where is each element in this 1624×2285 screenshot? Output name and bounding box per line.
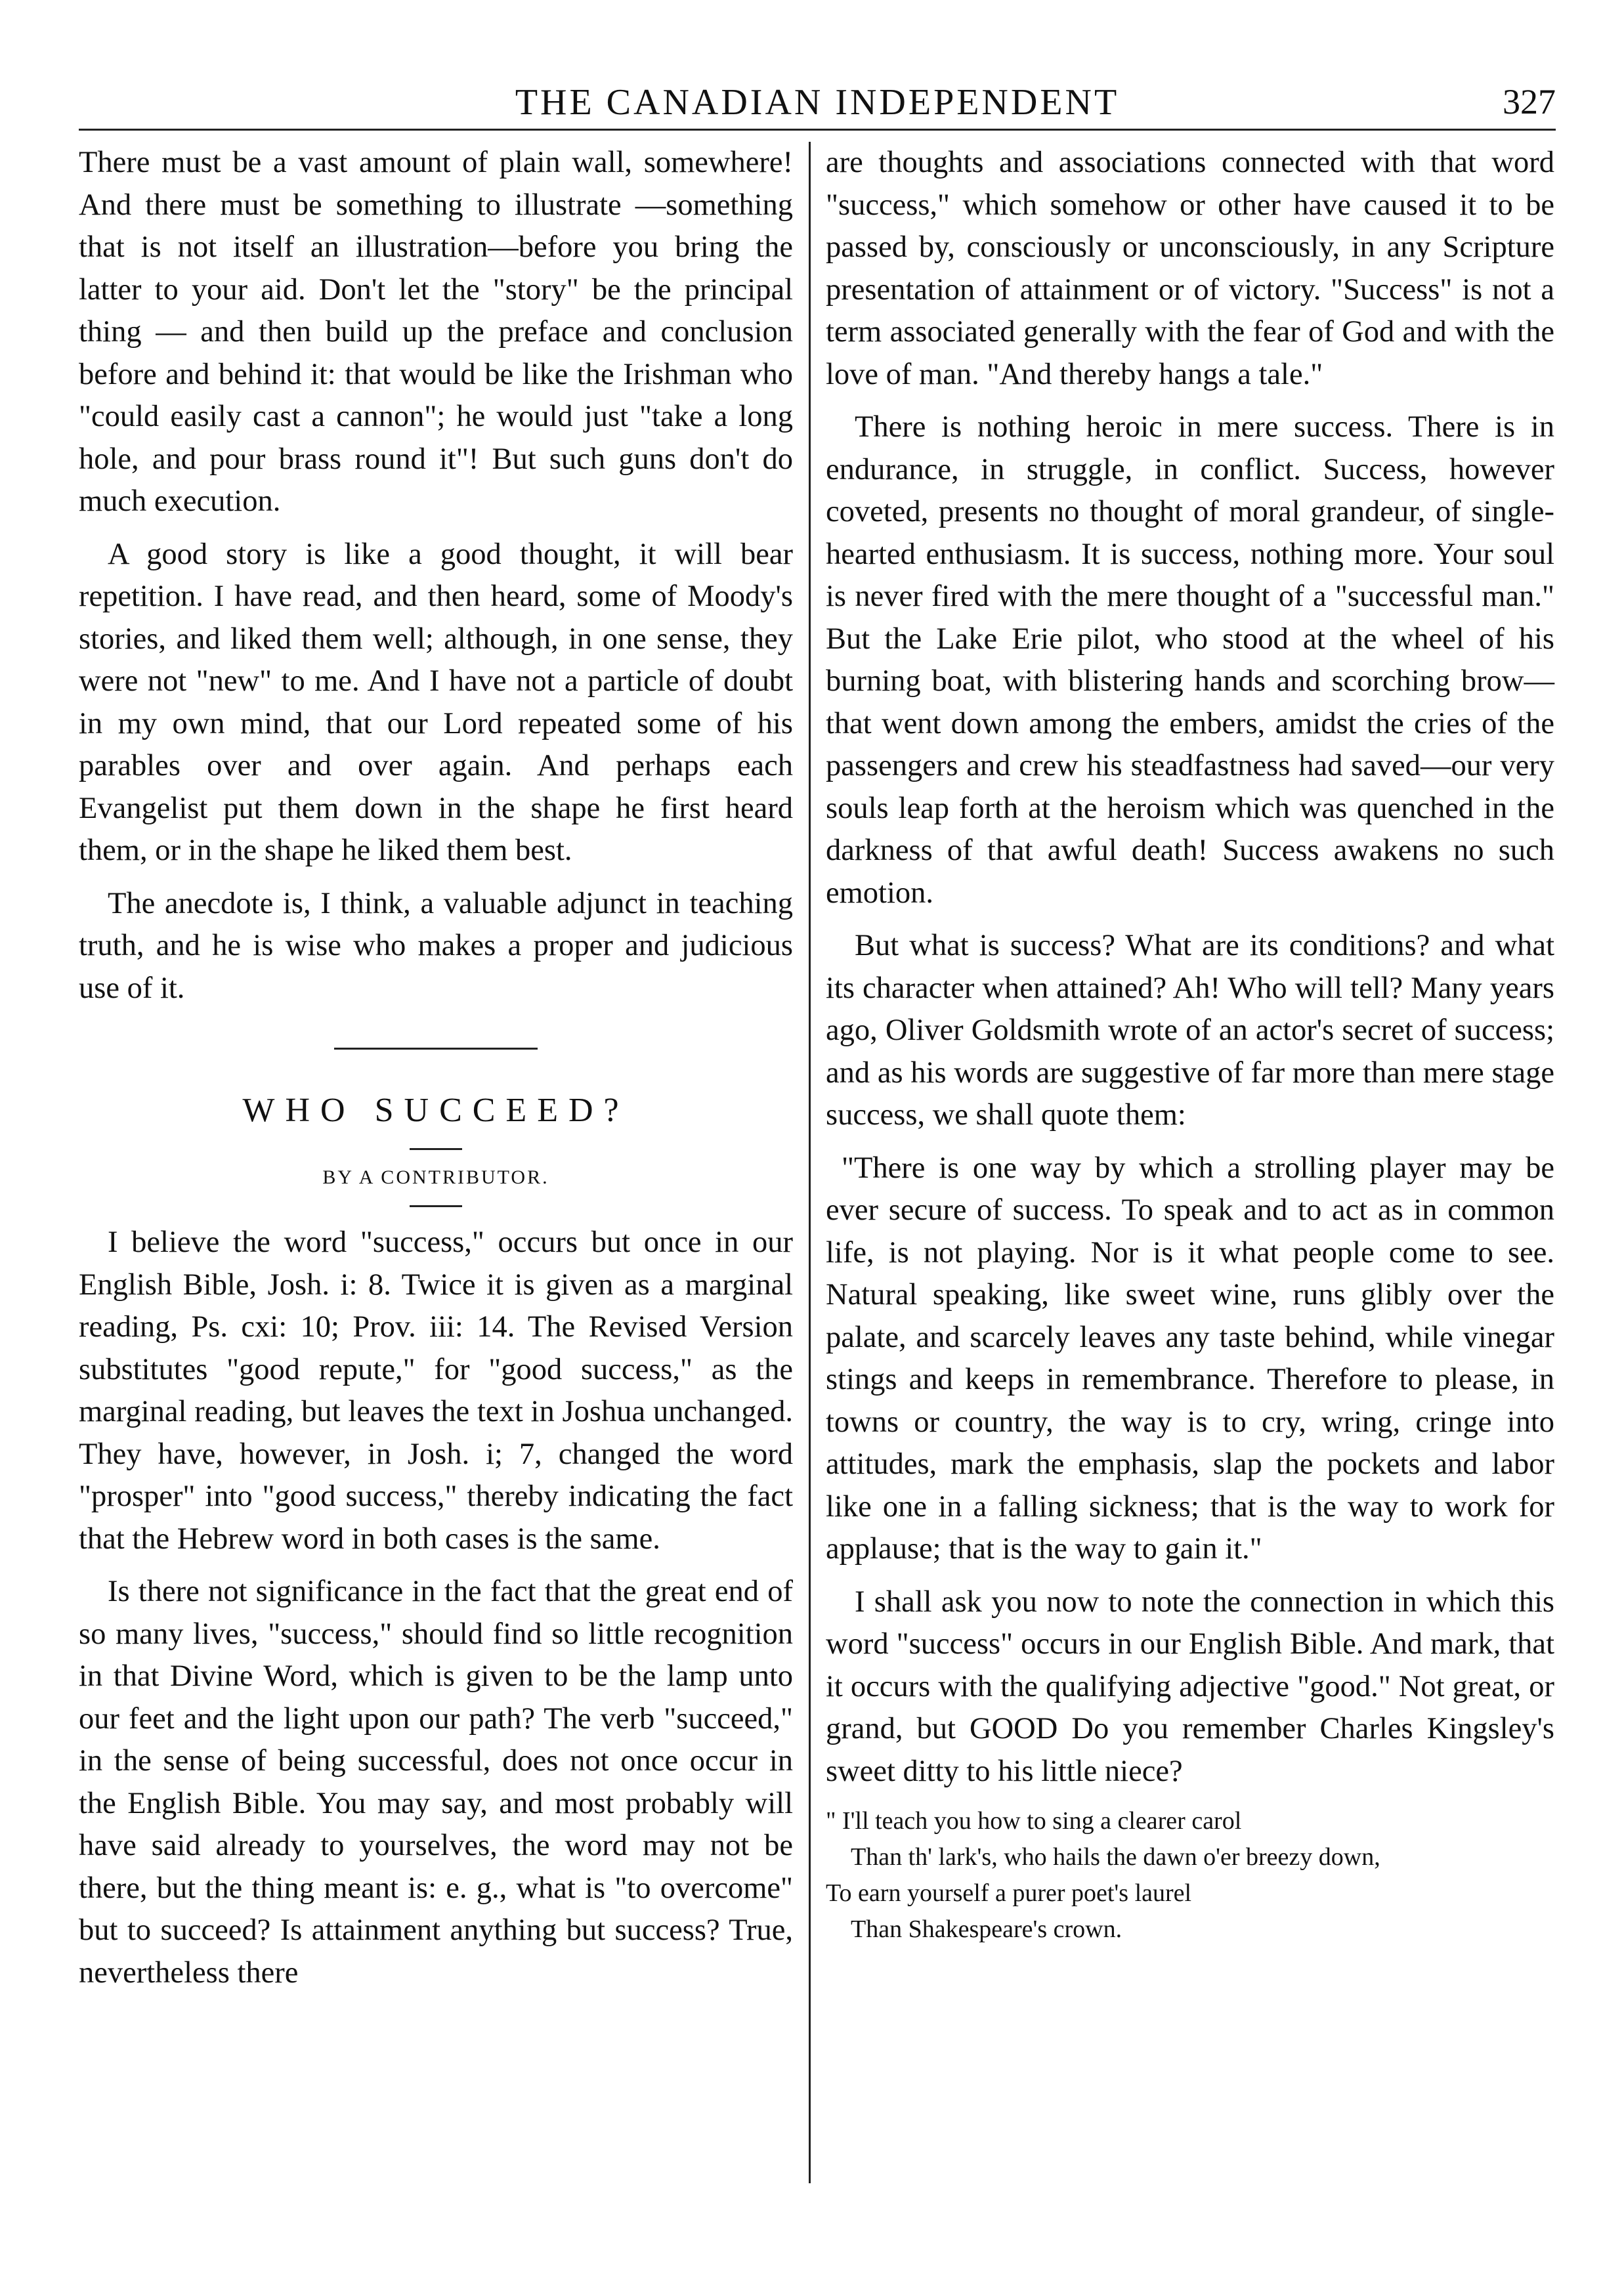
running-title: THE CANADIAN INDEPENDENT (515, 82, 1120, 123)
poem-line: Than Shakespeare's crown. (851, 1915, 1122, 1943)
title-rule (410, 1148, 462, 1150)
right-column (826, 142, 1554, 1948)
paragraph: The anecdote is, I think, a valuable adjunct in teaching truth, and he is wise who makes a proper and judicious use of it. (79, 886, 793, 1005)
section-divider (334, 1048, 538, 1050)
page-header (79, 79, 1556, 131)
paragraph: Is there not significance in the fact that the great end of so many lives, "success," should find so little recognition in that Divine Word, which is given to be the lamp unto our feet and the light upon our path? The verb "succeed," in the sense of being successful, does not once occur in the English Bible. You may say, and most probably will have said already to yourselves, the word may not be there, but the thing meant is: e. g., what is "to overcome" but to succeed? Is attainment anything but success? True, nevertheless there (79, 1575, 793, 1990)
paragraph: There is nothing heroic in mere success. There is in endurance, in struggle, in conflict. Success, however coveted, presents no thought of moral grandeur, of single-hearted enthusiasm. It is success, nothing more. Your soul is never fired with the mere thought of a "successful man." But the Lake Erie pilot, who stood at the wheel of his burning boat, with blistering hands and scorching brow—that went down among the embers, amidst the cries of the passengers and crew his steadfastness had saved—our very souls leap forth at the heroism which was quenched in the darkness of that awful death! Success awakens no such emotion. (826, 410, 1554, 910)
paragraph: I believe the word "success," occurs but once in our English Bible, Josh. i: 8. Twice it is given as a marginal reading, Ps. cxi: 10; Prov. iii: 14. The Revised Version substitutes "good repute," for "good success," as the marginal reading, but leaves the text in Joshua unchanged. They have, however, in Josh. i; 7, changed the word "prosper" into "good success," thereby indicating the fact that the Hebrew word in both cases is the same. (79, 1226, 793, 1556)
poem-line: To earn yourself a purer poet's laurel (826, 1879, 1192, 1907)
paragraph: A good story is like a good thought, it will bear repetition. I have read, and then heard, some of Moody's stories, and liked them well; although, in one sense, they were not "new" to me. And I have not a particle of doubt in my own mind, that our Lord repeated some of his parables over and over again. And perhaps each Evangelist put them down in the shape he first heard them, or in the shape he liked them best. (79, 537, 793, 867)
header-rule (79, 129, 1556, 131)
article-title: WHO SUCCEED? (242, 1092, 630, 1129)
kingsley-poem (826, 1803, 1554, 1948)
byline: BY A CONTRIBUTOR. (322, 1166, 549, 1188)
byline-rule (410, 1205, 462, 1207)
paragraph: But what is success? What are its conditions? and what its character when attained? Ah! Who will tell? Many years ago, Oliver Goldsmith wrote of an actor's secret of success; and as his words are suggestive of far more than mere stage success, we shall quote them: (826, 929, 1554, 1132)
left-column (79, 142, 793, 2005)
goldsmith-quote: "There is one way by which a strolling player may be ever secure of success. To speak and to act as in common life, is not playing. Nor is it what people come to see. Natural speaking, like sweet wine, runs glibly over the palate, and scarcely leaves any taste behind, while vinegar stings and keeps in remembrance. Therefore to please, in towns or country, the way is to cry, wring, cringe into attitudes, mark the emphasis, slap the pockets and labor like one in a falling sickness; that is the way to work for applause; that is the way to gain it." (826, 1151, 1554, 1566)
poem-line: Than th' lark's, who hails the dawn o'er breezy down, (851, 1843, 1380, 1871)
paragraph: are thoughts and associations connected with that word "success," which somehow or other have caused it to be passed by, consciously or unconsciously, in any Scripture presentation of attainment or of victory. "Success" is not a term associated generally with the fear of God and with the love of man. "And thereby hangs a tale." (826, 146, 1554, 391)
paragraph: There must be a vast amount of plain wall, somewhere! And there must be something to illustrate —something that is not itself an illustration—before you bring the latter to your aid. Don't let the "story" be the principal thing — and then build up the preface and conclusion before and behind it: that would be like the Irishman who "could easily cast a cannon"; he would just "take a long hole, and pour brass round it"! But such guns don't do much execution. (79, 146, 793, 518)
paragraph: I shall ask you now to note the connection in which this word "success" occurs in our English Bible. And mark, that it occurs with the qualifying adjective "good." Not great, or grand, but GOOD Do you remember Charles Kingsley's sweet ditty to his little niece? (826, 1585, 1554, 1788)
column-divider (809, 142, 811, 2183)
page-number: 327 (1503, 82, 1556, 121)
poem-line: " I'll teach you how to sing a clearer carol (826, 1807, 1242, 1835)
